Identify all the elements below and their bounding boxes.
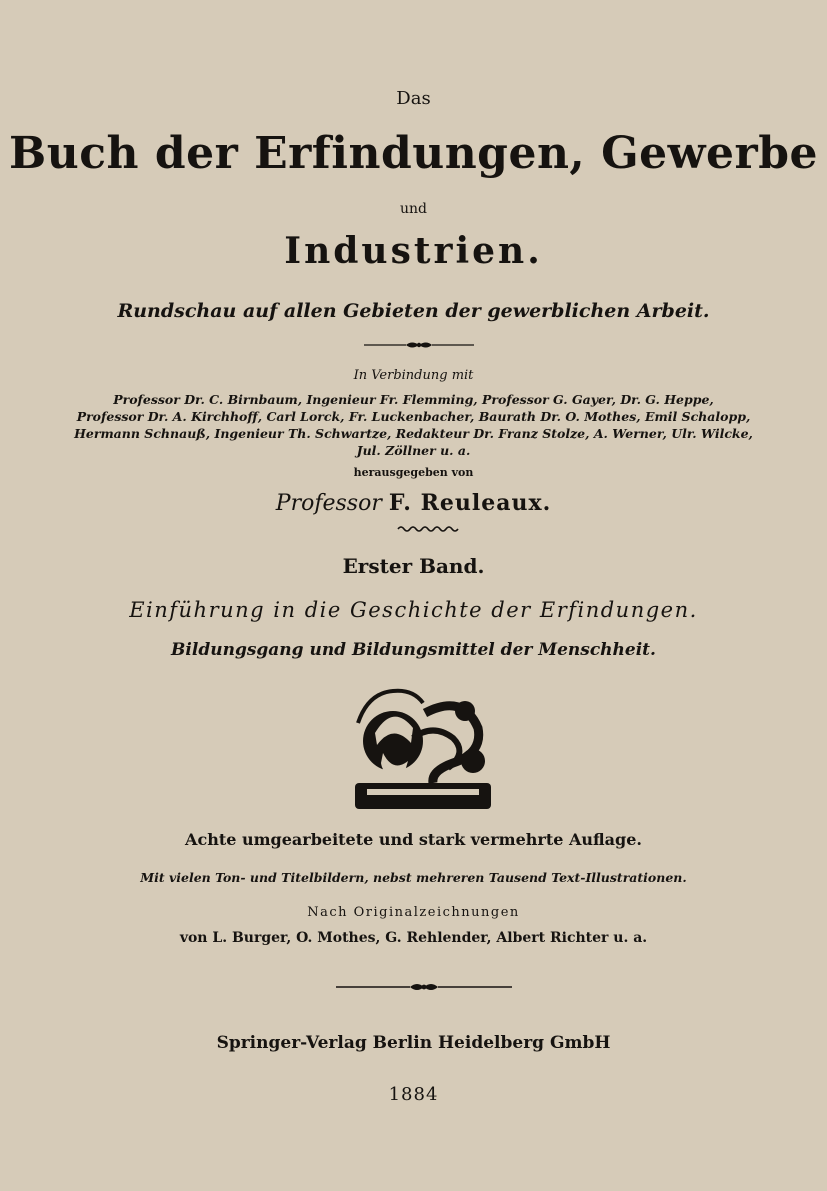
contributor-line: Jul. Zöllner u. a.: [356, 443, 471, 458]
wavy-rule-icon: [397, 524, 459, 534]
edition-label: Achte umgearbeitete und stark vermehrte Auflage.: [185, 830, 642, 849]
second-title: Industrien.: [284, 230, 543, 272]
contributors-intro: In Verbindung mit: [353, 368, 474, 383]
contributor-line: Professor Dr. A. Kirchhoff, Carl Lorck, Fr. Luckenbacher, Baurath Dr. O. Mothes, Emil Schalopp,: [76, 409, 751, 424]
subtitle: Rundschau auf allen Gebieten der gewerblichen Arbeit.: [117, 300, 710, 322]
volume-label: Erster Band.: [342, 554, 485, 578]
editor-name: F. Reuleaux.: [388, 490, 552, 516]
contributor-line: Hermann Schnauß, Ingenieur Th. Schwartze, Redakteur Dr. Franz Stolze, A. Werner, Ulr. Wilcke,: [74, 426, 753, 441]
artists-line: von L. Burger, O. Mothes, G. Rehlender, Albert Richter u. a.: [179, 930, 648, 946]
ornamental-rule-icon: [336, 980, 512, 994]
editor-intro: herausgegeben von: [353, 466, 474, 479]
contributor-line: Professor Dr. C. Birnbaum, Ingenieur Fr. Flemming, Professor G. Gayer, Dr. G. Heppe,: [113, 392, 714, 407]
publisher-emblem-icon: [353, 683, 493, 813]
volume-subtitle: Bildungsgang und Bildungsmittel der Menschheit.: [171, 640, 656, 660]
ornamental-rule-icon: [364, 338, 474, 352]
editor-line: [0, 490, 827, 516]
title-conjunction: und: [400, 201, 427, 217]
publication-year: 1884: [388, 1084, 439, 1105]
main-title: Buch der Erfindungen, Gewerbe: [9, 128, 818, 179]
drawings-intro: Nach Originalzeichnungen: [307, 905, 520, 920]
title-prefix: Das: [396, 88, 431, 109]
illustrations-note: Mit vielen Ton- und Titelbildern, nebst mehreren Tausend Text-Illustrationen.: [140, 870, 687, 885]
editor-title: Professor: [275, 491, 382, 516]
publisher-name: Springer-Verlag Berlin Heidelberg GmbH: [216, 1033, 611, 1053]
volume-title: Einführung in die Geschichte der Erfindungen.: [129, 598, 698, 622]
